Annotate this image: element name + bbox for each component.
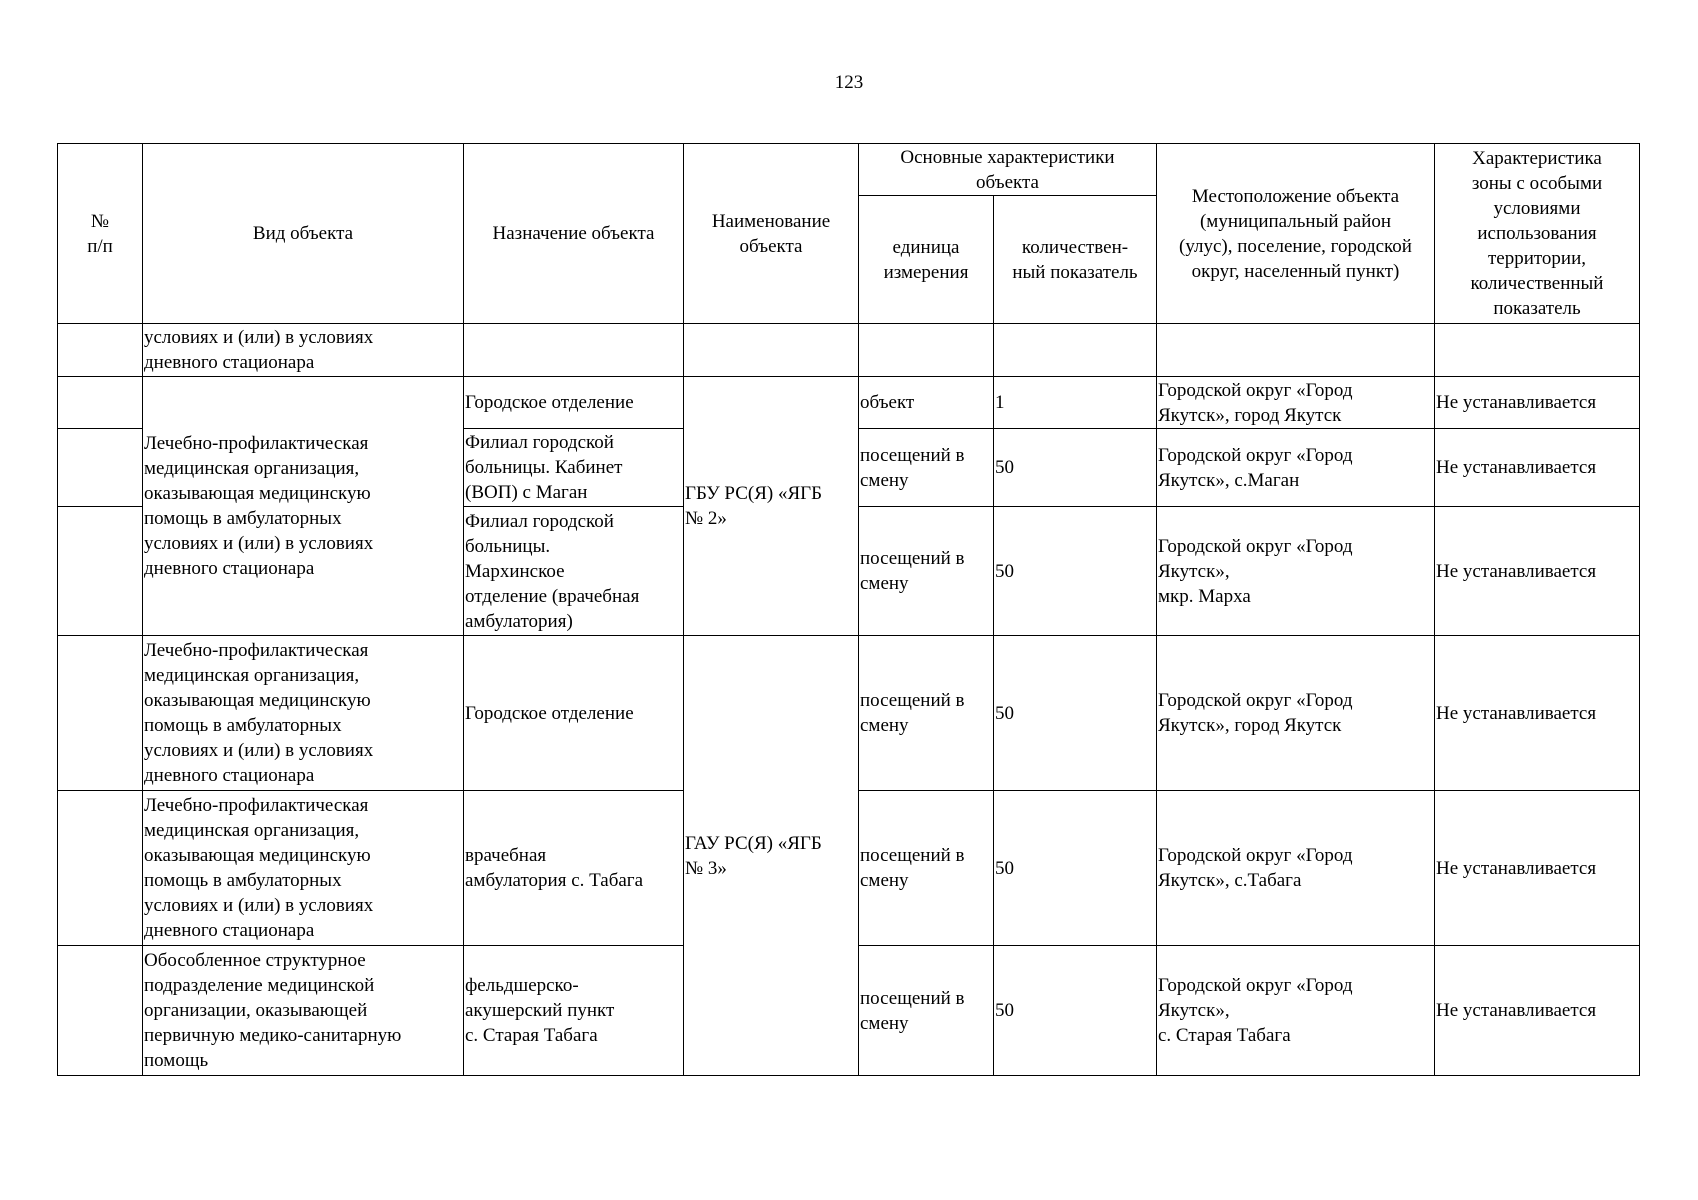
purpose-cell: [464, 324, 684, 377]
table-row: [58, 636, 1640, 791]
zone-cell: Не устанавливается: [1435, 636, 1640, 791]
header-zone: Характеристика зоны с особыми условиями использования территории, количественный показатель: [1435, 144, 1640, 324]
quantity-cell: 1: [994, 377, 1157, 429]
zone-cell: Не устанавливается: [1435, 507, 1640, 636]
location-cell: Городской округ «Город Якутск», с.Табага: [1157, 791, 1435, 946]
header-row-1: [58, 144, 1640, 196]
kind-cell: Обособленное структурное подразделение медицинской организации, оказывающей первичную медико-санитарную помощь: [143, 946, 464, 1076]
location-cell: Городской округ «Город Якутск», город Якутск: [1157, 377, 1435, 429]
unit-cell: объект: [859, 377, 994, 429]
table-row: [58, 324, 1640, 377]
quantity-cell: 50: [994, 507, 1157, 636]
name-cell: ГБУ РС(Я) «ЯГБ № 2»: [684, 377, 859, 636]
unit-cell: посещений в смену: [859, 429, 994, 507]
location-cell: [1157, 324, 1435, 377]
quantity-cell: 50: [994, 946, 1157, 1076]
purpose-cell: Филиал городской больницы. Мархинское отделение (врачебная амбулатория): [464, 507, 684, 636]
row-num-cell: [58, 791, 143, 946]
row-num-cell: [58, 429, 143, 507]
unit-cell: [859, 324, 994, 377]
quantity-cell: 50: [994, 429, 1157, 507]
kind-cell: условиях и (или) в условиях дневного стационара: [143, 324, 464, 377]
location-cell: Городской округ «Город Якутск», с. Старая Табага: [1157, 946, 1435, 1076]
purpose-cell: Филиал городской больницы. Кабинет (ВОП) с Маган: [464, 429, 684, 507]
zone-cell: [1435, 324, 1640, 377]
location-cell: Городской округ «Город Якутск», мкр. Марха: [1157, 507, 1435, 636]
quantity-cell: [994, 324, 1157, 377]
purpose-cell: Городское отделение: [464, 377, 684, 429]
location-cell: Городской округ «Город Якутск», с.Маган: [1157, 429, 1435, 507]
row-num-cell: [58, 377, 143, 429]
quantity-cell: 50: [994, 636, 1157, 791]
location-cell: Городской округ «Город Якутск», город Якутск: [1157, 636, 1435, 791]
header-location: Местоположение объекта (муниципальный район (улус), поселение, городской округ, населенный пункт): [1157, 144, 1435, 324]
header-kind: Вид объекта: [143, 144, 464, 324]
row-num-cell: [58, 507, 143, 636]
zone-cell: Не устанавливается: [1435, 377, 1640, 429]
header-name: Наименование объекта: [684, 144, 859, 324]
header-main-characteristics: Основные характеристики объекта: [859, 144, 1157, 196]
header-quantity: количествен- ный показатель: [994, 196, 1157, 324]
purpose-cell: Городское отделение: [464, 636, 684, 791]
kind-cell: Лечебно-профилактическая медицинская организация, оказывающая медицинскую помощь в амбулаторных условиях и (или) в условиях дневного стационара: [143, 377, 464, 636]
name-cell: ГАУ РС(Я) «ЯГБ № 3»: [684, 636, 859, 1076]
quantity-cell: 50: [994, 791, 1157, 946]
unit-cell: посещений в смену: [859, 946, 994, 1076]
purpose-cell: фельдшерско- акушерский пункт с. Старая Табага: [464, 946, 684, 1076]
header-purpose: Назначение объекта: [464, 144, 684, 324]
purpose-cell: врачебная амбулатория с. Табага: [464, 791, 684, 946]
unit-cell: посещений в смену: [859, 791, 994, 946]
zone-cell: Не устанавливается: [1435, 429, 1640, 507]
row-num-cell: [58, 324, 143, 377]
row-num-cell: [58, 636, 143, 791]
header-num: № п/п: [58, 144, 143, 324]
kind-cell: Лечебно-профилактическая медицинская организация, оказывающая медицинскую помощь в амбулаторных условиях и (или) в условиях дневного стационара: [143, 636, 464, 791]
unit-cell: посещений в смену: [859, 636, 994, 791]
header-unit: единица измерения: [859, 196, 994, 324]
row-num-cell: [58, 946, 143, 1076]
objects-table: [57, 143, 1640, 1076]
unit-cell: посещений в смену: [859, 507, 994, 636]
zone-cell: Не устанавливается: [1435, 791, 1640, 946]
table-row: [58, 377, 1640, 429]
page-number: 123: [834, 72, 864, 93]
zone-cell: Не устанавливается: [1435, 946, 1640, 1076]
name-cell: [684, 324, 859, 377]
kind-cell: Лечебно-профилактическая медицинская организация, оказывающая медицинскую помощь в амбулаторных условиях и (или) в условиях дневного стационара: [143, 791, 464, 946]
